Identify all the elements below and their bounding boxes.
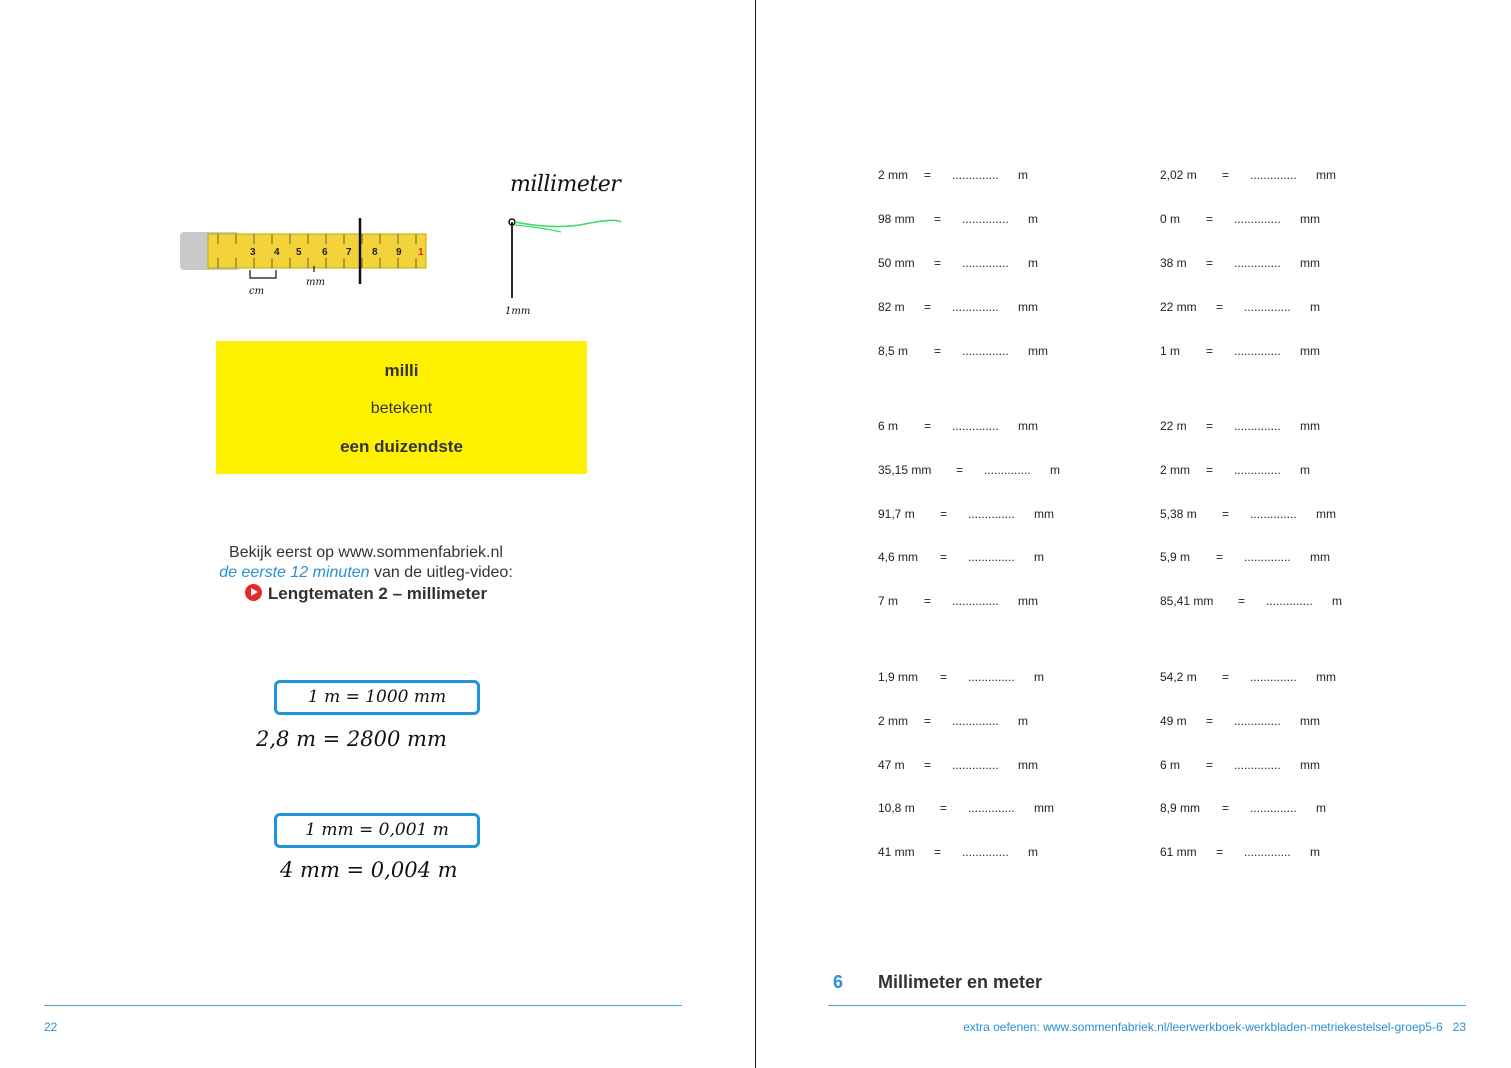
mm-label: mm	[306, 277, 325, 288]
answer-blank[interactable]: ..............	[1244, 550, 1291, 564]
answer-blank[interactable]: ..............	[952, 594, 999, 608]
tape-number: 9	[396, 247, 402, 258]
exercise-equals: =	[1222, 507, 1230, 521]
exercise-quantity: 35,15 mm	[878, 463, 932, 477]
exercise-target-unit: mm	[1316, 670, 1336, 684]
answer-blank[interactable]: ..............	[968, 550, 1015, 564]
answer-blank[interactable]: ..............	[1250, 801, 1297, 815]
right-page	[756, 0, 1511, 1068]
exercise-equals: =	[934, 212, 942, 226]
exercise-quantity: 22 mm	[1160, 300, 1197, 314]
exercise-quantity: 85,41 mm	[1160, 594, 1214, 608]
exercise-quantity: 2 mm	[878, 714, 908, 728]
sketch-green-line	[515, 220, 621, 226]
answer-blank[interactable]: ..............	[952, 714, 999, 728]
exercise-quantity: 10,8 m	[878, 801, 915, 815]
exercise-equals: =	[1206, 344, 1214, 358]
exercise-quantity: 47 m	[878, 758, 905, 772]
answer-blank[interactable]: ..............	[1234, 344, 1281, 358]
exercise-quantity: 1,9 mm	[878, 670, 919, 684]
exercise-target-unit: m	[1310, 300, 1320, 314]
exercise-quantity: 8,5 m	[878, 344, 909, 358]
answer-blank[interactable]: ..............	[1234, 463, 1281, 477]
exercise-target-unit: m	[1034, 550, 1044, 564]
exercise-equals: =	[940, 507, 948, 521]
tape-number: 3	[250, 247, 256, 258]
answer-blank[interactable]: ..............	[952, 168, 999, 182]
exercise-target-unit: mm	[1018, 300, 1038, 314]
exercise-target-unit: mm	[1310, 550, 1330, 564]
exercise-target-unit: m	[1316, 801, 1326, 815]
exercise-equals: =	[940, 801, 948, 815]
answer-blank[interactable]: ..............	[1250, 168, 1297, 182]
exercise-target-unit: mm	[1316, 507, 1336, 521]
exercise-target-unit: m	[1028, 845, 1038, 859]
answer-blank[interactable]: ..............	[952, 300, 999, 314]
exercise-equals: =	[924, 168, 932, 182]
answer-blank[interactable]: ..............	[968, 507, 1015, 521]
definition-meaning: een duizendste	[340, 437, 463, 456]
exercise-equals: =	[1222, 801, 1230, 815]
answer-blank[interactable]: ..............	[1234, 714, 1281, 728]
exercise-quantity: 7 m	[878, 594, 899, 608]
exercise-equals: =	[940, 550, 948, 564]
exercise-target-unit: mm	[1300, 344, 1320, 358]
exercise-equals: =	[934, 344, 942, 358]
exercise-equals: =	[924, 758, 932, 772]
exercise-target-unit: mm	[1300, 212, 1320, 226]
definition-box	[216, 341, 587, 474]
section-number: 6	[833, 972, 844, 992]
exercise-equals: =	[1206, 758, 1214, 772]
exercise-target-unit: mm	[1018, 594, 1038, 608]
exercise-quantity: 0 m	[1160, 212, 1181, 226]
exercise-quantity: 54,2 m	[1160, 670, 1197, 684]
exercise-target-unit: m	[1018, 714, 1028, 728]
answer-blank[interactable]: ..............	[1244, 300, 1291, 314]
exercise-equals: =	[1216, 300, 1224, 314]
section-title: Millimeter en meter	[878, 972, 1043, 992]
answer-blank[interactable]: ..............	[962, 845, 1009, 859]
answer-blank[interactable]: ..............	[1244, 845, 1291, 859]
exercise-target-unit: m	[1034, 670, 1044, 684]
answer-blank[interactable]: ..............	[1234, 758, 1281, 772]
page-number: 22	[44, 1020, 58, 1034]
exercise-target-unit: m	[1028, 212, 1038, 226]
answer-blank[interactable]: ..............	[968, 801, 1015, 815]
exercise-equals: =	[1206, 212, 1214, 226]
video-highlight-text: de eerste 12 minuten	[219, 564, 370, 581]
exercise-equals: =	[1222, 670, 1230, 684]
exercise-quantity: 6 m	[1160, 758, 1181, 772]
exercise-target-unit: mm	[1300, 714, 1320, 728]
exercise-equals: =	[940, 670, 948, 684]
video-instruction-line1: Bekijk eerst op www.sommenfabriek.nl	[229, 544, 503, 561]
sketch-1mm-label: 1mm	[505, 306, 531, 317]
video-title[interactable]: Lengtematen 2 – millimeter	[267, 584, 488, 603]
exercise-quantity: 6 m	[878, 419, 899, 433]
video-instruction-line2	[160, 563, 572, 583]
exercise-target-unit: mm	[1034, 507, 1054, 521]
page-number: 23	[1452, 1020, 1466, 1034]
definition-verb: betekent	[370, 400, 433, 417]
answer-blank[interactable]: ..............	[1234, 212, 1281, 226]
exercise-quantity: 2,02 m	[1160, 168, 1197, 182]
handwritten-example: 4 mm = 0,004 m	[280, 858, 458, 882]
exercise-quantity: 38 m	[1160, 256, 1187, 270]
exercise-quantity: 1 m	[1160, 344, 1181, 358]
measuring-tape-illustration	[178, 214, 438, 324]
answer-blank[interactable]: ..............	[1234, 419, 1281, 433]
exercise-quantity: 4,6 mm	[878, 550, 919, 564]
exercise-quantity: 49 m	[1160, 714, 1187, 728]
exercise-quantity: 82 m	[878, 300, 905, 314]
answer-blank[interactable]: ..............	[1250, 507, 1297, 521]
exercise-equals: =	[1206, 419, 1214, 433]
conversion-rule-box: 1 m = 1000 mm	[274, 680, 480, 715]
handwritten-example: 2,8 m = 2800 mm	[256, 727, 447, 751]
exercise-quantity: 2 mm	[878, 168, 908, 182]
exercise-target-unit: mm	[1300, 256, 1320, 270]
tape-number: 7	[346, 247, 352, 258]
exercise-target-unit: mm	[1028, 344, 1048, 358]
exercise-target-unit: m	[1028, 256, 1038, 270]
exercise-target-unit: m	[1050, 463, 1060, 477]
answer-blank[interactable]: ..............	[952, 758, 999, 772]
tape-strip	[208, 234, 426, 268]
exercise-quantity: 8,9 mm	[1160, 801, 1201, 815]
sketch-title: millimeter	[510, 172, 621, 197]
footer-divider	[828, 1005, 1466, 1006]
tape-number: 4	[274, 247, 280, 258]
answer-blank[interactable]: ..............	[962, 212, 1009, 226]
exercise-equals: =	[1206, 256, 1214, 270]
answer-blank[interactable]: ..............	[968, 670, 1015, 684]
video-link[interactable]	[160, 584, 572, 604]
exercise-equals: =	[1216, 845, 1224, 859]
exercise-quantity: 98 mm	[878, 212, 915, 226]
exercise-quantity: 41 mm	[878, 845, 915, 859]
play-icon[interactable]	[245, 584, 262, 601]
exercise-quantity: 5,38 m	[1160, 507, 1197, 521]
exercise-target-unit: m	[1018, 168, 1028, 182]
answer-blank[interactable]: ..............	[962, 256, 1009, 270]
definition-term: milli	[384, 361, 419, 380]
tape-number: 8	[372, 247, 378, 258]
exercise-quantity: 5,9 m	[1160, 550, 1191, 564]
cm-bracket	[250, 270, 276, 278]
exercise-equals: =	[934, 845, 942, 859]
exercise-equals: =	[956, 463, 964, 477]
video-rest-text: van de uitleg-video:	[369, 564, 513, 581]
left-page	[0, 0, 755, 1068]
exercise-equals: =	[934, 256, 942, 270]
answer-blank[interactable]: ..............	[984, 463, 1031, 477]
exercise-target-unit: mm	[1034, 801, 1054, 815]
exercise-equals: =	[924, 714, 932, 728]
exercise-equals: =	[924, 300, 932, 314]
exercise-target-unit: mm	[1300, 419, 1320, 433]
exercise-equals: =	[924, 594, 932, 608]
exercise-target-unit: mm	[1300, 758, 1320, 772]
exercise-equals: =	[924, 419, 932, 433]
exercise-quantity: 2 mm	[1160, 463, 1190, 477]
exercise-equals: =	[1216, 550, 1224, 564]
exercise-quantity: 61 mm	[1160, 845, 1197, 859]
tape-number: 6	[322, 247, 328, 258]
answer-blank[interactable]: ..............	[1250, 670, 1297, 684]
exercise-target-unit: mm	[1018, 419, 1038, 433]
footer	[963, 1020, 1466, 1034]
exercise-quantity: 50 mm	[878, 256, 915, 270]
exercise-target-unit: m	[1300, 463, 1310, 477]
exercise-equals: =	[1206, 463, 1214, 477]
exercise-quantity: 91,7 m	[878, 507, 915, 521]
footer-divider	[44, 1005, 682, 1006]
exercise-target-unit: mm	[1018, 758, 1038, 772]
tape-number: 1	[418, 247, 424, 258]
answer-blank[interactable]: ..............	[1266, 594, 1313, 608]
footer-link[interactable]: extra oefenen: www.sommenfabriek.nl/leerwerkboek-werkbladen-metriekestelsel-groep5-6	[963, 1020, 1443, 1034]
exercise-target-unit: m	[1332, 594, 1342, 608]
answer-blank[interactable]: ..............	[1234, 256, 1281, 270]
exercise-quantity: 22 m	[1160, 419, 1187, 433]
exercise-target-unit: m	[1310, 845, 1320, 859]
exercise-equals: =	[1222, 168, 1230, 182]
exercise-equals: =	[1206, 714, 1214, 728]
answer-blank[interactable]: ..............	[962, 344, 1009, 358]
tape-number: 5	[296, 247, 302, 258]
conversion-rule-box: 1 mm = 0,001 m	[274, 813, 480, 848]
cm-label: cm	[249, 286, 265, 297]
exercise-target-unit: mm	[1316, 168, 1336, 182]
exercise-equals: =	[1238, 594, 1246, 608]
answer-blank[interactable]: ..............	[952, 419, 999, 433]
